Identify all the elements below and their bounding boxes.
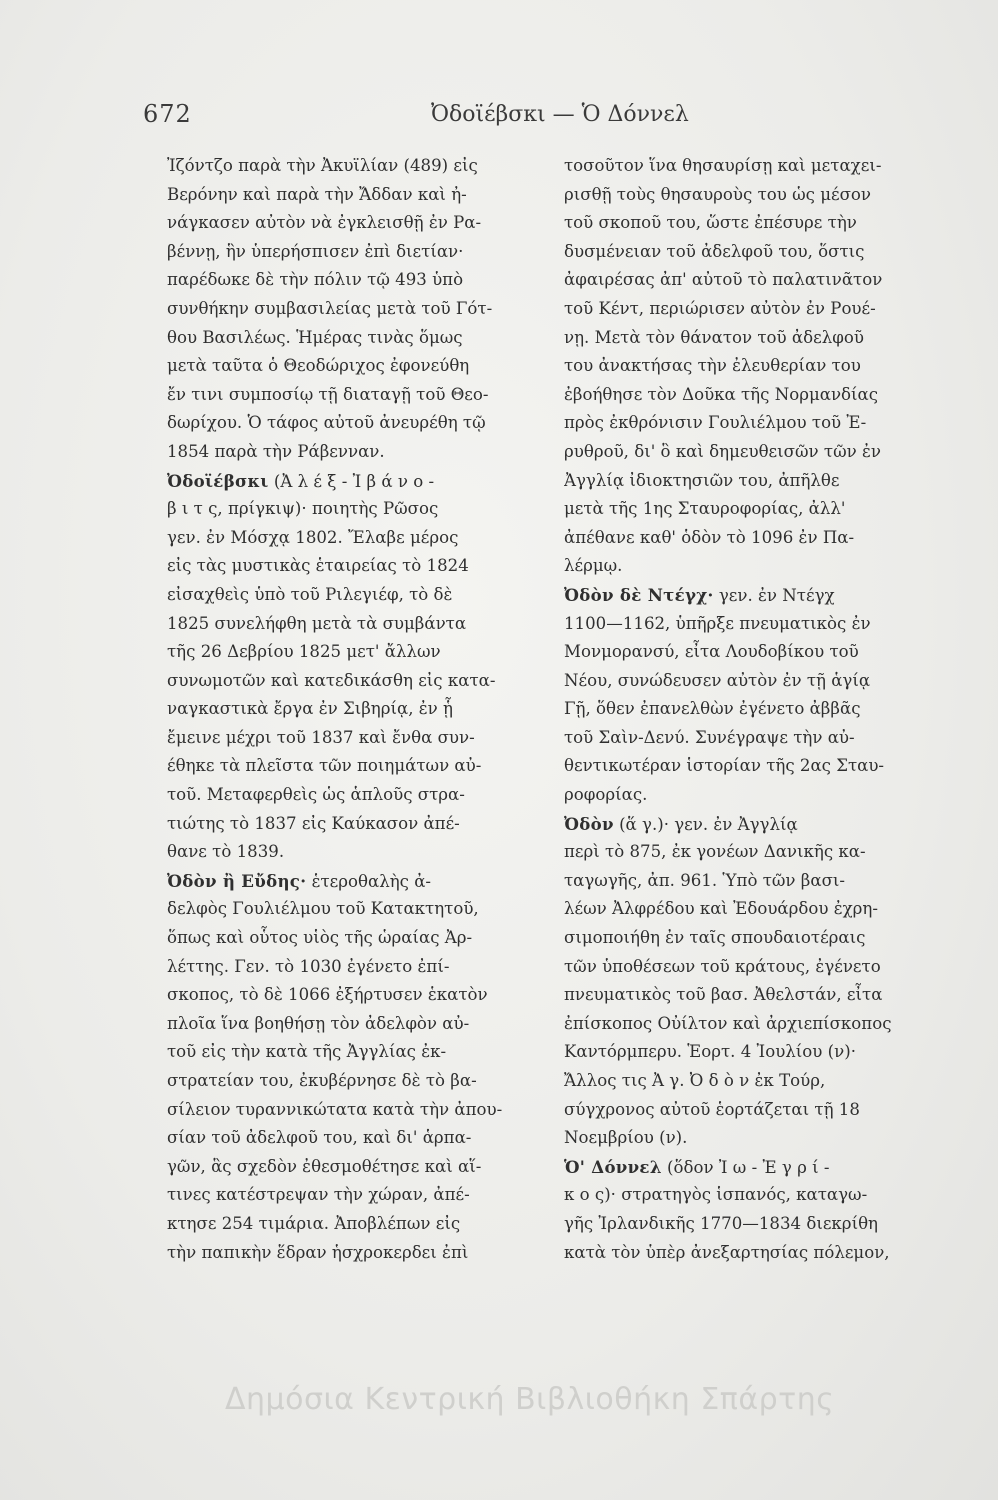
text-line <box>167 1181 540 1210</box>
line-text: σιμοποιήθη ἐν ταῖς σπουδαιοτέραις <box>564 928 866 948</box>
text-line <box>167 381 540 410</box>
text-line <box>167 1067 540 1096</box>
text-line <box>167 552 540 581</box>
text-line <box>167 1124 540 1153</box>
line-text: εἰσαχθεὶς ὑπὸ τοῦ Ριλεγιέφ, τὸ δὲ <box>167 584 453 604</box>
line-text: θεντικωτέραν ἱστορίαν τῆς 2ας Σταυ- <box>564 756 885 776</box>
line-text: ἐπίσκοπος Οὐίλτον καὶ ἀρχιεπίσκοπος <box>564 1013 892 1033</box>
text-line <box>167 1096 540 1125</box>
line-text: ἑτεροθαλὴς ἀ- <box>306 871 432 891</box>
line-text: (ὅδον Ἰ ω - Ἐ γ ρ ί - <box>661 1157 830 1177</box>
line-text: δωρίχου. Ὁ τάφος αὐτοῦ ἀνευρέθη τῷ <box>167 413 486 433</box>
line-text: γῆς Ἰρλανδικῆς 1770—1834 διεκρίθη <box>564 1213 879 1233</box>
line-text: γεν. ἐν Ντέγχ <box>713 585 835 605</box>
text-line <box>167 781 540 810</box>
text-line <box>167 295 540 324</box>
text-line <box>167 752 540 781</box>
text-line <box>564 810 932 839</box>
line-text: γῶν, ἃς σχεδὸν ἐθεσμοθέτησε καὶ αἵ- <box>167 1156 482 1176</box>
text-line <box>167 1210 540 1239</box>
line-text: ναγκαστικὰ ἔργα ἐν Σιβηρίᾳ, ἐν ᾗ <box>167 699 453 719</box>
text-line <box>167 838 540 867</box>
text-line <box>564 352 932 381</box>
text-line <box>564 1181 932 1210</box>
line-text: τοῦ εἰς τὴν κατὰ τῆς Ἀγγλίας ἐκ- <box>167 1042 447 1062</box>
line-text: τῆς 26 Δεβρίου 1825 μετ' ἄλλων <box>167 642 441 662</box>
text-line <box>564 438 932 467</box>
line-text: ταγωγῆς, ἀπ. 961. Ὑπὸ τῶν βασι- <box>564 870 846 890</box>
text-line <box>564 667 932 696</box>
line-text: σύγχρονος αὐτοῦ ἑορτάζεται τῇ 18 <box>564 1099 860 1119</box>
line-text: μετὰ τῆς 1ης Σταυροφορίας, ἀλλ' <box>564 499 846 519</box>
line-text: Ἰζόντζο παρὰ τὴν Ἀκυϊλίαν (489) εἰς <box>167 156 478 175</box>
text-line <box>564 381 932 410</box>
text-line <box>167 1153 540 1182</box>
text-line <box>564 324 932 353</box>
line-text: β ι τ ς, πρίγκιψ)· ποιητὴς Ρῶσος <box>167 499 439 519</box>
line-text: τινες κατέστρεψαν τὴν χώραν, ἀπέ- <box>167 1185 470 1205</box>
line-text: τοσοῦτον ἵνα θησαυρίσῃ καὶ μεταχει- <box>564 156 882 175</box>
line-text: περὶ τὸ 875, ἐκ γονέων Δανικῆς κα- <box>564 842 866 862</box>
page-header <box>143 100 833 136</box>
text-line <box>564 752 932 781</box>
text-line <box>167 467 540 496</box>
line-text: ὅπως καὶ οὗτος υἱὸς τῆς ὡραίας Ἀρ- <box>167 928 473 948</box>
text-line <box>564 724 932 753</box>
line-text: κ ο ς)· στρατηγὸς ἱσπανός, καταγω- <box>564 1185 868 1205</box>
line-text: σκοπος, τὸ δὲ 1066 ἐξήρτυσεν ἑκατὸν <box>167 985 488 1005</box>
text-line <box>167 638 540 667</box>
text-line <box>167 924 540 953</box>
line-text: τοῦ. Μεταφερθεὶς ὡς ἁπλοῦς στρα- <box>167 785 465 805</box>
text-line <box>564 895 932 924</box>
line-text: λέρμῳ. <box>564 556 623 576</box>
text-line <box>564 295 932 324</box>
text-line <box>167 610 540 639</box>
text-line <box>167 209 540 238</box>
line-text: θανε τὸ 1839. <box>167 842 285 862</box>
line-text: νάγκασεν αὐτὸν νὰ ἐγκλεισθῇ ἐν Ρα- <box>167 213 482 233</box>
text-line <box>564 981 932 1010</box>
text-line <box>167 667 540 696</box>
entry-headword: Ὁ' Δόννελ <box>564 1156 662 1177</box>
text-line <box>167 324 540 353</box>
text-line <box>564 524 932 553</box>
line-text: πρὸς ἐκθρόνισιν Γουλιέλμου τοῦ Ἐ- <box>564 413 867 433</box>
line-text: του ἀνακτήσας τὴν ἐλευθερίαν του <box>564 356 861 376</box>
line-text: γεν. ἐν Μόσχᾳ 1802. Ἔλαβε μέρος <box>167 527 459 547</box>
text-line <box>564 610 932 639</box>
text-line <box>564 409 932 438</box>
text-line <box>167 810 540 839</box>
text-line <box>564 867 932 896</box>
entry-headword: Ὀδὸν ἢ Εὔδης· <box>167 870 307 891</box>
line-text: Ἄλλος τις Ἀ γ. Ὀ δ ὸ ν ἐκ Τούρ, <box>564 1071 826 1090</box>
line-text: Καντόρμπερυ. Ἑορτ. 4 Ἰουλίου (ν)· <box>564 1042 856 1062</box>
library-watermark: Δημόσια Κεντρική Βιβλιοθήκη Σπάρτης <box>225 1382 835 1417</box>
text-line <box>564 1210 932 1239</box>
line-text: (Ἀ λ έ ξ - Ἰ β ά ν ο - <box>268 471 435 491</box>
text-line <box>167 895 540 924</box>
text-line <box>564 1153 932 1182</box>
text-line <box>564 495 932 524</box>
text-line <box>564 781 932 810</box>
line-text: νῃ. Μετὰ τὸν θάνατον τοῦ ἀδελφοῦ <box>564 327 864 347</box>
line-text: συνωμοτῶν καὶ κατεδικάσθη εἰς κατα- <box>167 670 496 690</box>
line-text: Μονμορανσύ, εἶτα Λουδοβίκου τοῦ <box>564 642 859 662</box>
running-head: Ὀδοϊέβσκι — Ὁ Δόννελ <box>431 102 689 127</box>
text-line <box>167 953 540 982</box>
text-line <box>167 524 540 553</box>
text-line <box>167 581 540 610</box>
line-text: δελφὸς Γουλιέλμου τοῦ Κατακτητοῦ, <box>167 899 479 919</box>
text-line <box>167 152 540 181</box>
text-line <box>564 1038 932 1067</box>
line-text: τὴν παπικὴν ἕδραν ἡσχροκερδει ἐπὶ <box>167 1242 469 1262</box>
text-line <box>167 352 540 381</box>
text-line <box>564 266 932 295</box>
line-text: ἔν τινι συμποσίῳ τῇ διαταγῇ τοῦ Θεο- <box>167 384 489 404</box>
text-line <box>167 181 540 210</box>
line-text: σίλειον τυραννικώτατα κατὰ τὴν ἀπου- <box>167 1099 503 1119</box>
line-text: ἐβοήθησε τὸν Δοῦκα τῆς Νορμανδίας <box>564 384 879 404</box>
line-text: δυσμένειαν τοῦ ἀδελφοῦ του, ὅστις <box>564 241 865 261</box>
text-line <box>564 1124 932 1153</box>
line-text: πνευματικὸς τοῦ βασ. Ἀθελστάν, εἶτα <box>564 985 883 1005</box>
text-line <box>564 638 932 667</box>
left-text-column <box>167 152 540 1267</box>
text-line <box>167 266 540 295</box>
line-text: μετὰ ταῦτα ὁ Θεοδώριχος ἐφονεύθη <box>167 356 470 376</box>
text-line <box>564 838 932 867</box>
line-text: ροφορίας. <box>564 785 648 805</box>
line-text: έθηκε τὰ πλεῖστα τῶν ποιημάτων αὐ- <box>167 756 482 776</box>
line-text: τοῦ Κέντ, περιώρισεν αὐτὸν ἐν Ρουέ- <box>564 298 876 318</box>
line-text: ρυθροῦ, δι' ὃ καὶ δημευθεισῶν τῶν ἐν <box>564 441 881 461</box>
text-line <box>167 724 540 753</box>
text-line <box>564 152 932 181</box>
text-line <box>564 467 932 496</box>
entry-headword: Ὀδὸν <box>564 813 614 834</box>
text-line <box>564 552 932 581</box>
line-text: ἀπέθανε καθ' ὁδὸν τὸ 1096 ἐν Πα- <box>564 527 855 547</box>
text-line <box>564 1096 932 1125</box>
line-text: (ἅ γ.)· γεν. ἐν Ἀγγλίᾳ <box>613 814 798 834</box>
text-line <box>167 409 540 438</box>
text-line <box>564 695 932 724</box>
line-text: κτησε 254 τιμάρια. Ἀποβλέπων εἰς <box>167 1213 461 1233</box>
line-text: Ἀγγλίᾳ ἰδιοκτησιῶν του, ἀπῆλθε <box>564 470 840 490</box>
line-text: κατὰ τὸν ὑπὲρ ἀνεξαρτησίας πόλεμον, <box>564 1242 890 1262</box>
text-line <box>564 209 932 238</box>
line-text: Νέου, συνώδευσεν αὐτὸν ἐν τῇ ἁγίᾳ <box>564 670 871 690</box>
line-text: 1825 συνελήφθη μετὰ τὰ συμβάντα <box>167 613 467 633</box>
text-line <box>167 495 540 524</box>
line-text: τιώτης τὸ 1837 εἰς Καύκασον ἀπέ- <box>167 813 460 833</box>
right-text-column <box>564 152 932 1267</box>
line-text: Νοεμβρίου (ν). <box>564 1128 688 1148</box>
text-line <box>564 1067 932 1096</box>
line-text: λέττης. Γεν. τὸ 1030 ἐγένετο ἐπί- <box>167 956 450 976</box>
line-text: πλοῖα ἵνα βοηθήσῃ τὸν ἀδελφὸν αὐ- <box>167 1013 470 1033</box>
line-text: τῶν ὑποθέσεων τοῦ κράτους, ἐγένετο <box>564 956 881 976</box>
line-text: τοῦ Σαὶν-Δενύ. Συνέγραψε τὴν αὐ- <box>564 727 855 747</box>
line-text: ἔμεινε μέχρι τοῦ 1837 καὶ ἔνθα συν- <box>167 727 475 747</box>
line-text: Γῇ, ὅθεν ἐπανελθὼν ἐγένετο ἀββᾶς <box>564 699 861 719</box>
text-line <box>167 438 540 467</box>
line-text: ἀφαιρέσας ἀπ' αὐτοῦ τὸ παλατινᾶτον <box>564 270 883 290</box>
text-line <box>167 1010 540 1039</box>
entry-headword: Ὀδὸν δὲ Ντέγχ· <box>564 584 714 605</box>
text-line <box>167 238 540 267</box>
text-line <box>564 924 932 953</box>
text-line <box>167 1239 540 1268</box>
text-line <box>564 953 932 982</box>
text-line <box>167 867 540 896</box>
line-text: εἰς τὰς μυστικὰς ἑταιρείας τὸ 1824 <box>167 556 469 576</box>
text-line <box>564 1239 932 1268</box>
page-number: 672 <box>143 100 192 128</box>
line-text: τοῦ σκοποῦ του, ὥστε ἐπέσυρε τὴν <box>564 213 857 233</box>
text-line <box>167 1038 540 1067</box>
text-line <box>564 181 932 210</box>
text-line <box>564 581 932 610</box>
line-text: 1100—1162, ὑπῆρξε πνευματικὸς ἐν <box>564 613 871 633</box>
text-line <box>167 981 540 1010</box>
entry-headword: Ὀδοϊέβσκι <box>167 470 269 491</box>
text-line <box>564 1010 932 1039</box>
line-text: λέων Ἀλφρέδου καὶ Ἐδουάρδου ἐχρη- <box>564 899 878 919</box>
line-text: σίαν τοῦ ἀδελφοῦ του, καὶ δι' ἁρπα- <box>167 1128 472 1148</box>
line-text: παρέδωκε δὲ τὴν πόλιν τῷ 493 ὑπὸ <box>167 270 464 290</box>
line-text: ρισθῇ τοὺς θησαυροὺς του ὡς μέσον <box>564 184 871 204</box>
line-text: 1854 παρὰ τὴν Ράβενναν. <box>167 441 385 461</box>
line-text: θου Βασιλέως. Ἡμέρας τινὰς ὅμως <box>167 327 463 347</box>
line-text: στρατείαν του, ἐκυβέρνησε δὲ τὸ βα- <box>167 1071 477 1090</box>
line-text: βέννῃ, ἣν ὑπερήσπισεν ἐπὶ διετίαν· <box>167 241 464 261</box>
line-text: Βερόνην καὶ παρὰ τὴν Ἄδδαν καὶ ἠ- <box>167 184 467 204</box>
line-text: συνθήκην συμβασιλείας μετὰ τοῦ Γότ- <box>167 298 493 318</box>
text-line <box>167 695 540 724</box>
text-line <box>564 238 932 267</box>
